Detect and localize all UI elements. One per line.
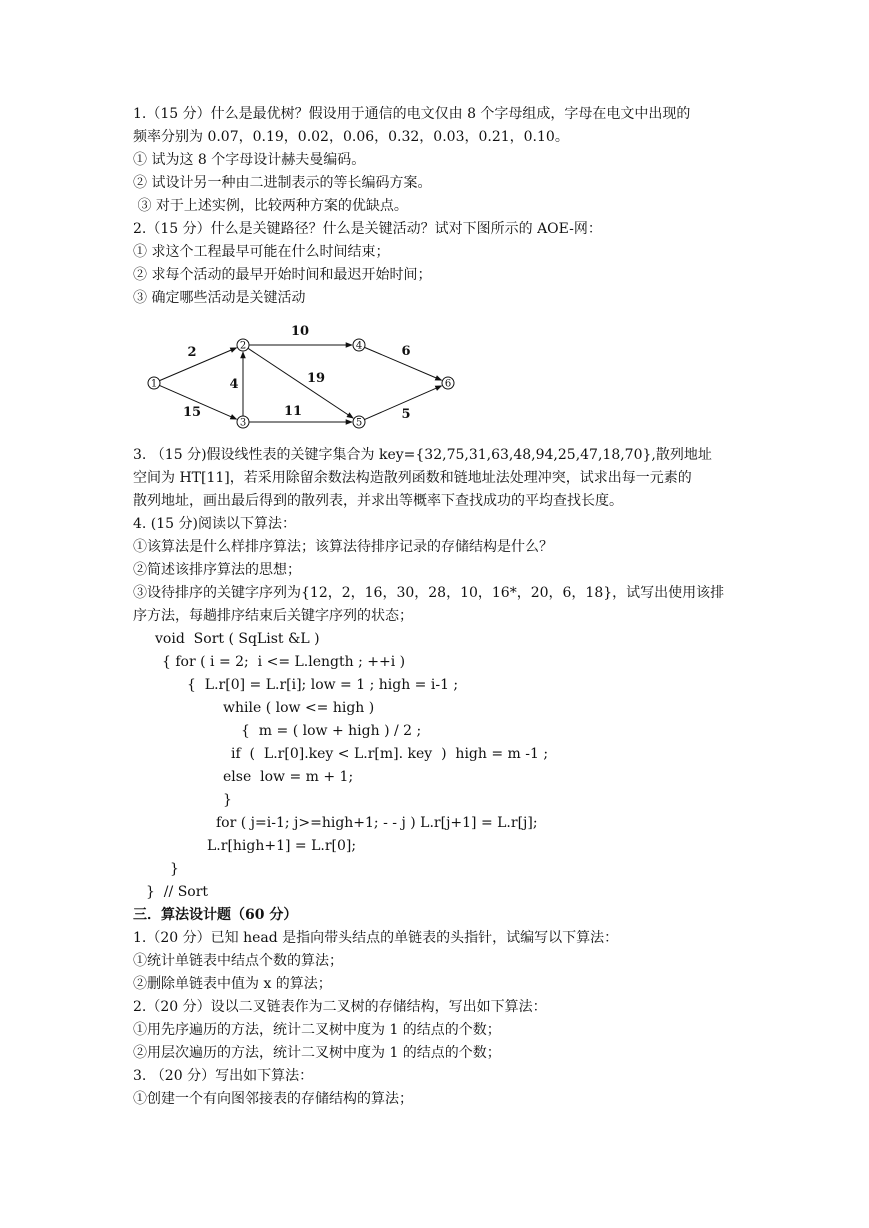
q4-sub1: ①该算法是什么样排序算法；该算法待排序记录的存储结构是什么？: [133, 539, 553, 555]
q1-line1: 1.（15 分）什么是最优树？假设用于通信的电文仅由 8 个字母组成，字母在电文中出现的: [133, 106, 691, 122]
q2-line1: 2.（15 分）什么是关键路径？什么是关键活动？试对下图所示的 AOE-网：: [133, 221, 602, 237]
node-label-5: 5: [355, 417, 363, 429]
code-line-2: { for ( i = 2; i <= L.length ; ++i ): [162, 654, 406, 670]
s3-p2-line1: 2.（20 分）设以二叉链表作为二叉树的存储结构，写出如下算法：: [133, 999, 547, 1015]
q2-sub2: ② 求每个活动的最早开始时间和最迟开始时间；: [133, 267, 432, 283]
s3-p1-sub2: ②删除单链表中值为 x 的算法；: [133, 976, 332, 992]
q4-sub2: ②简述该排序算法的思想；: [133, 562, 301, 578]
code-line-12: } // Sort: [146, 884, 209, 900]
q3-line1: 3. （15 分)假设线性表的关键字集合为 key={32,75,31,63,48,94,25,47,18,70},散列地址: [133, 447, 712, 463]
code-line-3: { L.r[0] = L.r[i]; low = 1 ; high = i-1 ;: [187, 677, 459, 693]
q1-line2: 频率分别为 0.07，0.19，0.02，0.06，0.32，0.03，0.21，0.10。: [133, 129, 569, 145]
q1-sub2: ② 试设计另一种由二进制表示的等长编码方案。: [133, 175, 432, 191]
code-line-6: if ( L.r[0].key < L.r[m]. key ) high = m -1 ;: [231, 746, 549, 762]
edge-weight-5-6: 5: [401, 407, 411, 422]
node-label-2: 2: [239, 340, 247, 352]
q4-line1: 4. (15 分)阅读以下算法：: [133, 516, 296, 532]
s3-p2-sub1: ①用先序遍历的方法，统计二叉树中度为 1 的结点的个数；: [133, 1022, 501, 1038]
code-line-5: { m = ( low + high ) / 2 ;: [241, 723, 422, 739]
q1-sub3: ③ 对于上述实例，比较两种方案的优缺点。: [133, 198, 408, 214]
edge-weight-3-2: 4: [229, 377, 239, 392]
q2-sub3: ③ 确定哪些活动是关键活动: [133, 290, 306, 306]
q2-sub1: ① 求这个工程最早可能在什么时间结束；: [133, 244, 390, 260]
edge-weight-4-6: 6: [401, 344, 411, 359]
edge-weight-2-4: 10: [290, 324, 310, 339]
code-line-9: for ( j=i-1; j>=high+1; - - j ) L.r[j+1] = L.r[j];: [216, 815, 538, 831]
node-label-4: 4: [355, 340, 363, 352]
q4-sub3a: ③设待排序的关键字序列为{12，2，16，30，28，10，16*，20，6，18}，试写出使用该排: [133, 585, 725, 601]
edge-1-2: [160, 348, 237, 381]
q3-line2: 空间为 HT[11]，若采用除留余数法构造散列函数和链地址法处理冲突，试求出每一元素的: [133, 470, 692, 486]
code-line-4: while ( low <= high ): [223, 700, 375, 716]
code-line-1: void Sort ( SqList &L ): [155, 631, 320, 647]
section3-heading: 三．算法设计题（60 分）: [133, 907, 298, 923]
edge-weight-2-5: 19: [306, 371, 326, 386]
edge-weight-1-3: 15: [182, 405, 202, 420]
q3-line3: 散列地址，画出最后得到的散列表，并求出等概率下查找成功的平均查找长度。: [133, 493, 623, 509]
code-line-10: L.r[high+1] = L.r[0];: [207, 838, 357, 854]
aoe-network-diagram: [140, 318, 470, 438]
node-label-1: 1: [150, 378, 158, 390]
s3-p2-sub2: ②用层次遍历的方法，统计二叉树中度为 1 的结点的个数；: [133, 1045, 501, 1061]
s3-p1-sub1: ①统计单链表中结点个数的算法；: [133, 953, 343, 969]
edge-weight-1-2: 2: [187, 345, 197, 360]
s3-p3-sub1: ①创建一个有向图邻接表的存储结构的算法；: [133, 1091, 413, 1107]
q1-sub1: ① 试为这 8 个字母设计赫夫曼编码。: [133, 152, 366, 168]
node-label-3: 3: [239, 417, 247, 429]
edge-weight-3-5: 11: [283, 404, 303, 419]
code-line-11: }: [170, 861, 179, 877]
q4-sub3b: 序方法，每趟排序结束后关键字序列的状态；: [133, 608, 413, 624]
code-line-7: else low = m + 1;: [223, 769, 354, 785]
node-label-6: 6: [444, 378, 452, 390]
s3-p1-line1: 1.（20 分）已知 head 是指向带头结点的单链表的头指针，试编写以下算法：: [133, 930, 619, 946]
code-line-8: }: [223, 792, 232, 808]
s3-p3-line1: 3. （20 分）写出如下算法：: [133, 1068, 314, 1084]
